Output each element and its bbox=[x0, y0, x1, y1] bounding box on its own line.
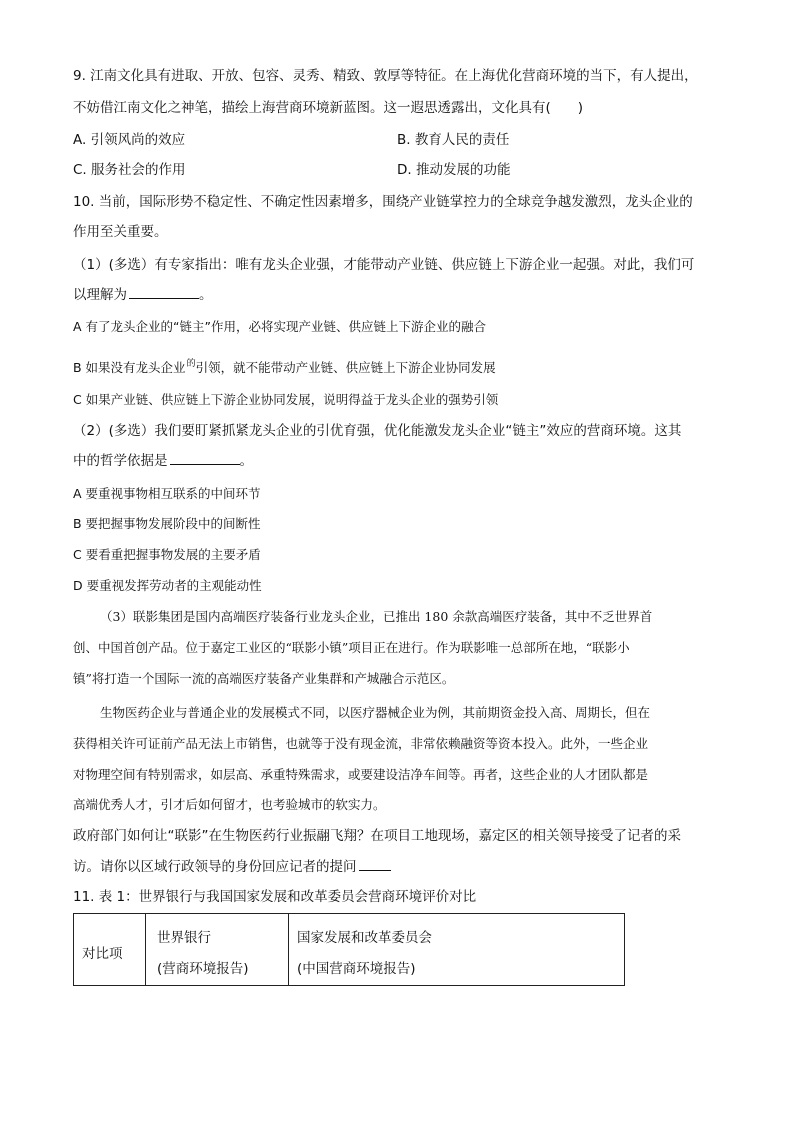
q10-part3-para2-line3: 对物理空间有特别需求，如层高、承重特殊需求，或要建设洁净车间等。再者，这些企业的人才团队都是 bbox=[73, 767, 649, 782]
q10-part2-option-b: B 要把握事物发展阶段中的间断性 bbox=[73, 516, 261, 531]
q10-part2-end: 。 bbox=[239, 453, 253, 469]
answer-blank[interactable] bbox=[170, 451, 240, 465]
q9-option-a: A. 引领风尚的效应 bbox=[73, 132, 186, 148]
q10-part3-question-line2 bbox=[73, 857, 391, 877]
q10-part2-option-a: A 要重视事物相互联系的中间环节 bbox=[73, 486, 261, 501]
table-header-ndrc: 国家发展和改革委员会 bbox=[297, 930, 432, 946]
q10-part1-option-b bbox=[73, 354, 496, 378]
q10-part2-prompt: 中的哲学依据是 bbox=[73, 453, 168, 469]
q10-part2-option-c: C 要看重把握事物发展的主要矛盾 bbox=[73, 547, 261, 562]
answer-blank[interactable] bbox=[129, 285, 199, 299]
q10-part3-question-prompt: 访。请你以区域行政领导的身份回应记者的提问 bbox=[73, 859, 357, 875]
table-header-world-bank-report: (营商环境报告) bbox=[157, 961, 249, 977]
q9-stem-line2: 不妨借江南文化之神笔，描绘上海营商环境新蓝图。这一遐思透露出，文化具有( ) bbox=[73, 100, 584, 116]
q10-part3-para1-line2: 创、中国首创产品。位于嘉定工业区的“联影小镇”项目正在进行。作为联影唯一总部所在地，“联影小 bbox=[73, 640, 630, 655]
q10-part2-option-d: D 要重视发挥劳动者的主观能动性 bbox=[73, 578, 262, 593]
table-header-compare-item: 对比项 bbox=[82, 946, 123, 962]
q10-part2-line1: （2）(多选）我们要盯紧抓紧龙头企业的引优育强，优化能激发龙头企业“链主”效应的营商环境。这其 bbox=[73, 423, 682, 439]
q10-part1-option-c: C 如果产业链、供应链上下游企业协同发展，说明得益于龙头企业的强势引领 bbox=[73, 392, 499, 407]
q10-part1-option-b-text: B 如果没有龙头企业 bbox=[73, 360, 186, 375]
q10-stem-line1: 10. 当前，国际形势不稳定性、不确定性因素增多，围绕产业链掌控力的全球竞争越发激烈，龙头企业的 bbox=[73, 194, 693, 210]
q10-part1-option-b-sup: 的 bbox=[186, 359, 196, 369]
q10-part1-end: 。 bbox=[199, 287, 213, 303]
q10-part1-option-b-rest: 引领，就不能带动产业链、供应链上下游企业协同发展 bbox=[195, 360, 496, 375]
q10-part3-para1-line1: （3）联影集团是国内高端医疗装备行业龙头企业，已推出 180 余款高端医疗装备，其中不乏世界首 bbox=[100, 609, 653, 624]
q11-title: 11. 表 1：世界银行与我国国家发展和改革委员会营商环境评价对比 bbox=[73, 889, 477, 905]
table-header-world-bank: 世界银行 bbox=[157, 930, 211, 946]
q9-option-b: B. 教育人民的责任 bbox=[397, 132, 510, 148]
q9-option-d: D. 推动发展的功能 bbox=[397, 162, 511, 178]
comparison-table bbox=[73, 913, 625, 986]
table-cell-ndrc bbox=[289, 914, 624, 985]
q10-part3-para2-line1: 生物医药企业与普通企业的发展模式不同，以医疗器械企业为例，其前期资金投入高、周期长，但在 bbox=[100, 705, 651, 720]
table-cell-compare-item bbox=[74, 914, 146, 985]
answer-blank[interactable] bbox=[359, 857, 391, 871]
q10-stem-line2: 作用至关重要。 bbox=[73, 224, 168, 240]
table-cell-world-bank bbox=[146, 914, 289, 985]
q10-part2-line2 bbox=[73, 451, 253, 471]
q10-part3-para2-line2: 获得相关许可证前产品无法上市销售，也就等于没有现金流，非常依赖融资等资本投入。此外，一些企业 bbox=[73, 736, 649, 751]
q10-part1-prompt: 以理解为 bbox=[73, 287, 127, 303]
q10-part1-line2 bbox=[73, 285, 213, 305]
q10-part3-para1-line3: 镇”将打造一个国际一流的高端医疗装备产业集群和产城融合示范区。 bbox=[73, 671, 455, 686]
q10-part1-option-a: A 有了龙头企业的“链主”作用，必将实现产业链、供应链上下游企业的融合 bbox=[73, 319, 486, 334]
q10-part3-para2-line4: 高端优秀人才，引才后如何留才，也考验城市的软实力。 bbox=[73, 797, 386, 812]
q9-option-c: C. 服务社会的作用 bbox=[73, 162, 186, 178]
q10-part1-line1: （1）(多选）有专家指出：唯有龙头企业强，才能带动产业链、供应链上下游企业一起强。对此，我们可 bbox=[73, 257, 695, 273]
q9-stem-line1: 9. 江南文化具有进取、开放、包容、灵秀、精致、敦厚等特征。在上海优化营商环境的当下，有人提出， bbox=[73, 68, 698, 84]
q10-part3-question-line1: 政府部门如何让“联影”在生物医药行业振翮飞翔？在项目工地现场，嘉定区的相关领导接受了记者的采 bbox=[73, 828, 681, 844]
table-header-ndrc-report: (中国营商环境报告) bbox=[297, 961, 416, 977]
